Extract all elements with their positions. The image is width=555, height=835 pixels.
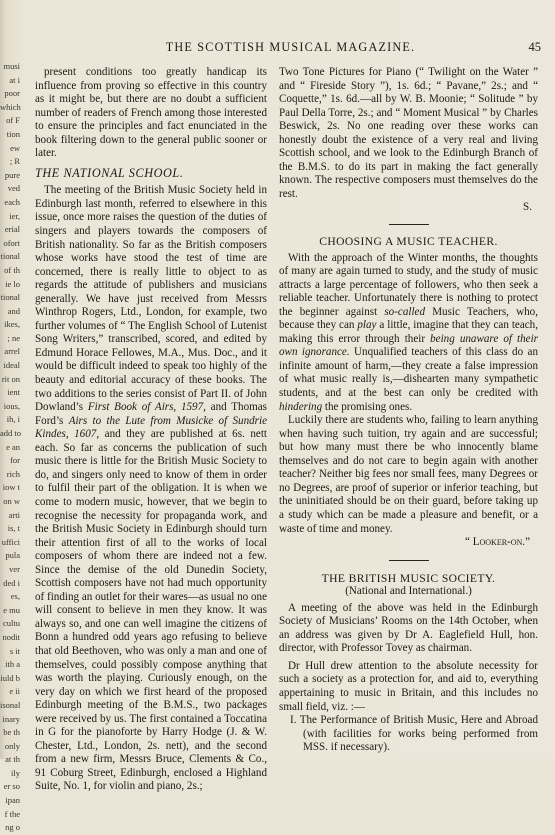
bms-paragraph-1: A meeting of the above was held in the Edinburgh Society of Musicians’ Rooms on the 14th October, when an address was given by Dr A. Eaglefield Hull, hon. director, with Professor Tovey as chairman. bbox=[279, 601, 538, 655]
gutter-fragment: cultu bbox=[3, 618, 20, 629]
gutter-fragment: of th bbox=[4, 264, 20, 275]
continuation-paragraph: Two Tone Pictures for Piano (“ Twilight on the Water ” and “ Fireside Story ”), 1s. 6d.; “ Pavane,” 2s.; and “ Coquette,” 1s. 6d.—all by W. B. Moonie; “ Solitude ” by Paul Della Torre, 2s.; and “ Moment Musical ” by Charles Beswick, 2s. No one reading over these works can honestly doubt the existence of a very real and living Scottish school, and we look to the Edinburgh Branch of the B.M.S. to do its part in making the fact generally known. The respective composers must themselves do the rest. bbox=[279, 66, 538, 200]
gutter-fragment: ; ne bbox=[7, 332, 20, 343]
gutter-fragment: be th bbox=[3, 727, 20, 738]
gutter-fragment: ipan bbox=[5, 795, 20, 806]
gutter-fragment: for bbox=[10, 455, 20, 466]
gutter-fragment: rich bbox=[6, 468, 20, 479]
gutter-fragment: and bbox=[7, 305, 20, 316]
gutter-fragment: of F bbox=[6, 115, 20, 126]
gutter-fragment: ih, i bbox=[6, 414, 20, 425]
gutter-fragment: only bbox=[4, 740, 20, 751]
gutter-fragment: ; R bbox=[9, 156, 20, 167]
gutter-fragment: ideal bbox=[3, 360, 20, 371]
national-school-paragraph bbox=[35, 184, 267, 794]
gutter-fragment: er so bbox=[3, 781, 20, 792]
page-number: 45 bbox=[528, 40, 541, 54]
gutter-fragment: tional bbox=[0, 251, 20, 262]
gutter-fragment: ofort bbox=[3, 237, 20, 248]
emphasis-text: hindering bbox=[279, 400, 323, 413]
gutter-fragment: ier, bbox=[9, 210, 20, 221]
article-signature: S. bbox=[523, 201, 532, 214]
emphasis-text: so-called bbox=[384, 305, 426, 318]
body-text: Unqualified teachers of this class do an infinite amount of harm,—they create a false impression of what music really is,—dishearten many sympathetic students, and at the best can only be credited with bbox=[279, 346, 539, 400]
teacher-paragraph-1 bbox=[279, 252, 538, 415]
body-text: The meeting of the British Music Society held in Edinburgh last month, referred to elsewhere in this issue, once more raises the question of the duties of singers and players towards the composers of British nationality. So far as the British composers whose works have stood the test of time are concerned, there is really little to object to as regards the attitude of publishers and musicians generally. We have just received from Messrs Winthrop Rogers, Ltd., London, for example, two further volumes of “ The English School of Lutenist Song Writers,” transcribed, scored, and edited by Edmund Horace Fellowes, M.A., Mus. Doc., and it would be difficult indeed to speak too highly of the beauty and editorial accuracy of these books. The two additions to the series consist of Part II. of John Dowland’s bbox=[35, 184, 267, 414]
body-text: Music Teachers, who, because they can bbox=[279, 305, 539, 332]
gutter-fragment: inary bbox=[2, 713, 20, 724]
gutter-fragment: s it bbox=[9, 645, 20, 656]
body-text: With the approach of the Winter months, the thoughts of many are again turned to study, and the study of music attracts a large percentage of followers, who then seek a reliable teacher. Unfortunately there is nothing to protect the beginner against bbox=[279, 251, 538, 318]
gutter-fragment: tion bbox=[6, 128, 20, 139]
gutter-fragment: ng o bbox=[5, 822, 20, 833]
emphasis-text: play bbox=[357, 319, 377, 332]
gutter-fragment: ver bbox=[9, 563, 20, 574]
gutter-fragment: is, t bbox=[7, 523, 20, 534]
gutter-fragment: musi bbox=[3, 61, 20, 71]
gutter-fragment: rit on bbox=[1, 373, 20, 384]
gutter-fragment: poor bbox=[4, 88, 20, 99]
gutter-fragment: es, bbox=[10, 591, 20, 602]
gutter-fragment: uffici bbox=[1, 536, 20, 547]
gutter-fragment: f the bbox=[4, 808, 20, 819]
gutter-fragment: at i bbox=[9, 74, 20, 85]
right-column bbox=[279, 66, 538, 755]
gutter-fragment: ded i bbox=[3, 577, 20, 588]
gutter-fragment: ved bbox=[7, 183, 20, 194]
body-text: and Thomas Ford’s bbox=[35, 401, 268, 427]
teacher-paragraph-2: Luckily there are students who, failing to learn anything when having such tuition, try again and are successful; but how many must there be who innocently blame themselves and do not care to begin again with another teacher? Neither big fees nor small fees, many Degrees or no Degrees, are proof of superior or inferior teaching, but the uninitiated should be on their guard, before taking up a study which can be made a pleasure and benefit, or a waste of time and money. bbox=[279, 414, 538, 535]
bms-paragraph-2: Dr Hull drew attention to the absolute necessity for such a society as a protection for, and aid to, everything appertaining to music in Britain, and this includes no small field, viz. :— bbox=[279, 659, 538, 713]
gutter-fragment: pula bbox=[5, 550, 20, 561]
gutter-fragment: ith a bbox=[5, 659, 20, 670]
facing-page-fragment bbox=[0, 60, 22, 833]
title-ford-airs: Airs to the Lute from Musicke of Sundrie Kindes, 1607, bbox=[35, 414, 267, 441]
section-title-national-school: THE NATIONAL SCHOOL. bbox=[35, 165, 184, 180]
gutter-fragment: pure bbox=[4, 169, 20, 180]
gutter-fragment: iow t bbox=[2, 482, 20, 493]
gutter-fragment: erial bbox=[4, 224, 20, 235]
gutter-fragment: ie lo bbox=[5, 278, 20, 289]
gutter-fragment: each bbox=[4, 196, 20, 207]
body-text: a little, imagine that they can teach, making this error through their bbox=[279, 319, 538, 345]
left-column bbox=[35, 66, 267, 794]
gutter-fragment: ew bbox=[10, 142, 20, 153]
teacher-signature: “ Looker-on.” bbox=[465, 536, 530, 549]
intro-paragraph: present conditions too greatly handicap its influence from proving so effective in this country as it might be, but there are no doubt a sufficient number of readers of French among those interested to ensure the principles and fact enunciated in the book filtering down to the general public sooner or later. bbox=[35, 66, 267, 160]
emphasis-text: being unaware of their own ignorance. bbox=[279, 332, 538, 359]
bms-list-item-1: I. The Performance of British Music, Here and Abroad (with facilities for works being performed from MSS. if necessary). bbox=[290, 714, 538, 754]
gutter-fragment: ient bbox=[7, 387, 20, 398]
gutter-fragment: arti bbox=[8, 509, 20, 520]
heading-british-music-society: THE BRITISH MUSIC SOCIETY. bbox=[321, 571, 496, 585]
gutter-fragment: e an bbox=[6, 441, 20, 452]
gutter-fragment: e ii bbox=[9, 686, 20, 697]
gutter-fragment: iuld b bbox=[0, 672, 20, 683]
heading-music-teacher: CHOOSING A MUSIC TEACHER. bbox=[319, 235, 498, 249]
gutter-fragment: which bbox=[0, 101, 21, 112]
gutter-fragment: tional bbox=[0, 292, 20, 303]
running-head bbox=[38, 40, 543, 56]
gutter-fragment: arrel bbox=[4, 346, 20, 357]
body-text: and they are published at 6s. nett each. So far as concerns the publication of such music there is little for the British Music Society to do, and singers only need to know of them in order to fulfil their part of the obligation. It is when we come to modern music, however, that we begin to recognise the necessity for propaganda work, and the British Music Society in Edinburgh should turn their attention first of all to the works of local composers of whom there are indeed not a few. Since the demise of the old Dunedin Society, Scottish composers have not had much opportunity of finding an outlet for their wares—as usual no one will consent to believe in men they know. It was always so, and one can well imagine the citizens of Bonn a hundred odd years ago refusing to believe that old Beethoven, who was only a man and one of themselves, could possibly compose anything that was worth the playing. Curiously enough, on the very day on which we first heard of the proposed Edinburgh meeting of the B.M.S., two packages were received by us. The first contained a Toccatina in G for the pianoforte by Harry Hodge (J. & W. Chester, Ltd., London, 2s. nett), and the second from a new firm, Messrs Bruce, Clements & Co., 91 Coburg Street, Edinburgh, enclosed a Highland Suite, No. 1, for violin and piano, 2s.; bbox=[35, 428, 268, 793]
magazine-title: THE SCOTTISH MUSICAL MAGAZINE. bbox=[165, 40, 416, 54]
gutter-fragment: nodit bbox=[2, 631, 20, 642]
gutter-fragment: add to bbox=[0, 428, 22, 439]
gutter-fragment: at th bbox=[5, 754, 20, 765]
gutter-fragment: ikes, bbox=[4, 319, 20, 330]
gutter-fragment: ious, bbox=[3, 400, 20, 411]
subheading-national-international: (National and International.) bbox=[345, 585, 472, 598]
gutter-fragment: isonal bbox=[0, 699, 21, 710]
gutter-fragment: e mu bbox=[3, 604, 20, 615]
gutter-fragment: on w bbox=[3, 496, 20, 506]
title-dowland-airs: First Book of Airs, 1597, bbox=[87, 401, 206, 414]
gutter-fragment: ily bbox=[11, 767, 20, 778]
body-text: the promising ones. bbox=[322, 400, 413, 413]
